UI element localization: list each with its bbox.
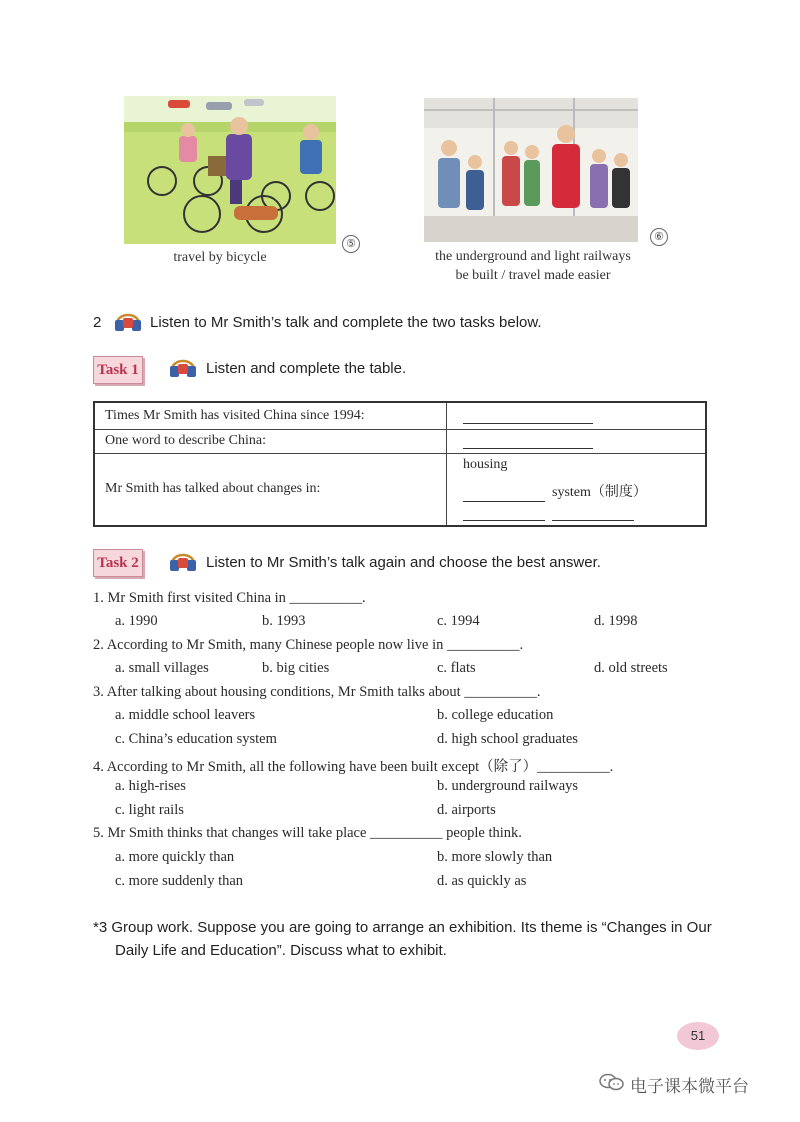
- exercise-3-line-1: *3 Group work. Suppose you are going to arrange an exhibition. Its theme is “Changes in Our: [93, 919, 712, 936]
- q5-option-d[interactable]: d. as quickly as: [437, 873, 527, 889]
- task-1-table: [93, 401, 707, 527]
- q2-option-d[interactable]: d. old streets: [594, 660, 668, 676]
- picture-5-number: ⑤: [342, 235, 360, 253]
- table-row-1-answer[interactable]: [463, 407, 593, 424]
- exercise-2-instruction: Listen to Mr Smith’s talk and complete the two tasks below.: [150, 314, 542, 331]
- q1-option-a[interactable]: a. 1990: [115, 613, 158, 629]
- q5-option-b[interactable]: b. more slowly than: [437, 849, 553, 865]
- q4-option-a[interactable]: a. high-rises: [115, 778, 186, 794]
- q3-option-a[interactable]: a. middle school leavers: [115, 707, 256, 723]
- q4-option-c[interactable]: c. light rails: [115, 802, 184, 818]
- task-2-badge: Task 2: [93, 549, 143, 577]
- q4-option-b[interactable]: b. underground railways: [437, 778, 579, 794]
- table-system-answer[interactable]: [463, 481, 647, 502]
- headphones-icon: [168, 352, 198, 380]
- question-1: 1. Mr Smith first visited China in __________.: [93, 590, 366, 606]
- picture-5-caption: travel by bicycle: [173, 250, 267, 265]
- table-housing: housing: [463, 457, 508, 472]
- question-4: 4. According to Mr Smith, all the following have been built except（除了）__________.: [93, 759, 614, 775]
- q3-option-d[interactable]: d. high school graduates: [437, 731, 578, 747]
- watermark: [598, 1072, 749, 1097]
- table-row-2-answer[interactable]: [463, 432, 593, 449]
- system-label: system（制度）: [552, 485, 647, 500]
- underground-illustration: [424, 98, 638, 242]
- headphones-icon: [168, 546, 198, 574]
- task-1-instruction: Listen and complete the table.: [206, 360, 407, 377]
- question-5: 5. Mr Smith thinks that changes will take place __________ people think.: [93, 825, 522, 841]
- q2-option-a[interactable]: a. small villages: [115, 660, 209, 676]
- headphones-icon: [113, 306, 143, 334]
- picture-6-caption-line1: the underground and light railways: [435, 249, 631, 264]
- table-row-2-label: One word to describe China:: [105, 433, 266, 448]
- q1-option-d[interactable]: d. 1998: [594, 613, 638, 629]
- table-row-1-label: Times Mr Smith has visited China since 1994:: [105, 408, 365, 423]
- table-row-3-label: Mr Smith has talked about changes in:: [105, 481, 321, 496]
- question-2: 2. According to Mr Smith, many Chinese people now live in __________.: [93, 637, 524, 653]
- q3-option-c[interactable]: c. China’s education system: [115, 731, 277, 747]
- picture-6-number: ⑥: [650, 228, 668, 246]
- exercise-3-line-2: Daily Life and Education”. Discuss what to exhibit.: [115, 942, 447, 959]
- picture-6-caption-line2: be built / travel made easier: [455, 268, 611, 283]
- q1-option-b[interactable]: b. 1993: [262, 613, 306, 629]
- bicycle-illustration: [124, 96, 336, 244]
- exercise-2-number: 2: [93, 314, 102, 331]
- question-3: 3. After talking about housing conditions, Mr Smith talks about __________.: [93, 684, 541, 700]
- watermark-text: 电子课本微平台: [630, 1077, 749, 1097]
- task-2-instruction: Listen to Mr Smith’s talk again and choose the best answer.: [206, 554, 601, 571]
- q5-option-c[interactable]: c. more suddenly than: [115, 873, 244, 889]
- q1-option-c[interactable]: c. 1994: [437, 613, 480, 629]
- page-number: 51: [677, 1022, 719, 1050]
- wechat-icon: [598, 1072, 626, 1097]
- q2-option-c[interactable]: c. flats: [437, 660, 476, 676]
- task-1-badge: Task 1: [93, 356, 143, 384]
- q3-option-b[interactable]: b. college education: [437, 707, 554, 723]
- table-extra-answers[interactable]: [463, 504, 634, 521]
- q2-option-b[interactable]: b. big cities: [262, 660, 330, 676]
- q5-option-a[interactable]: a. more quickly than: [115, 849, 235, 865]
- q4-option-d[interactable]: d. airports: [437, 802, 496, 818]
